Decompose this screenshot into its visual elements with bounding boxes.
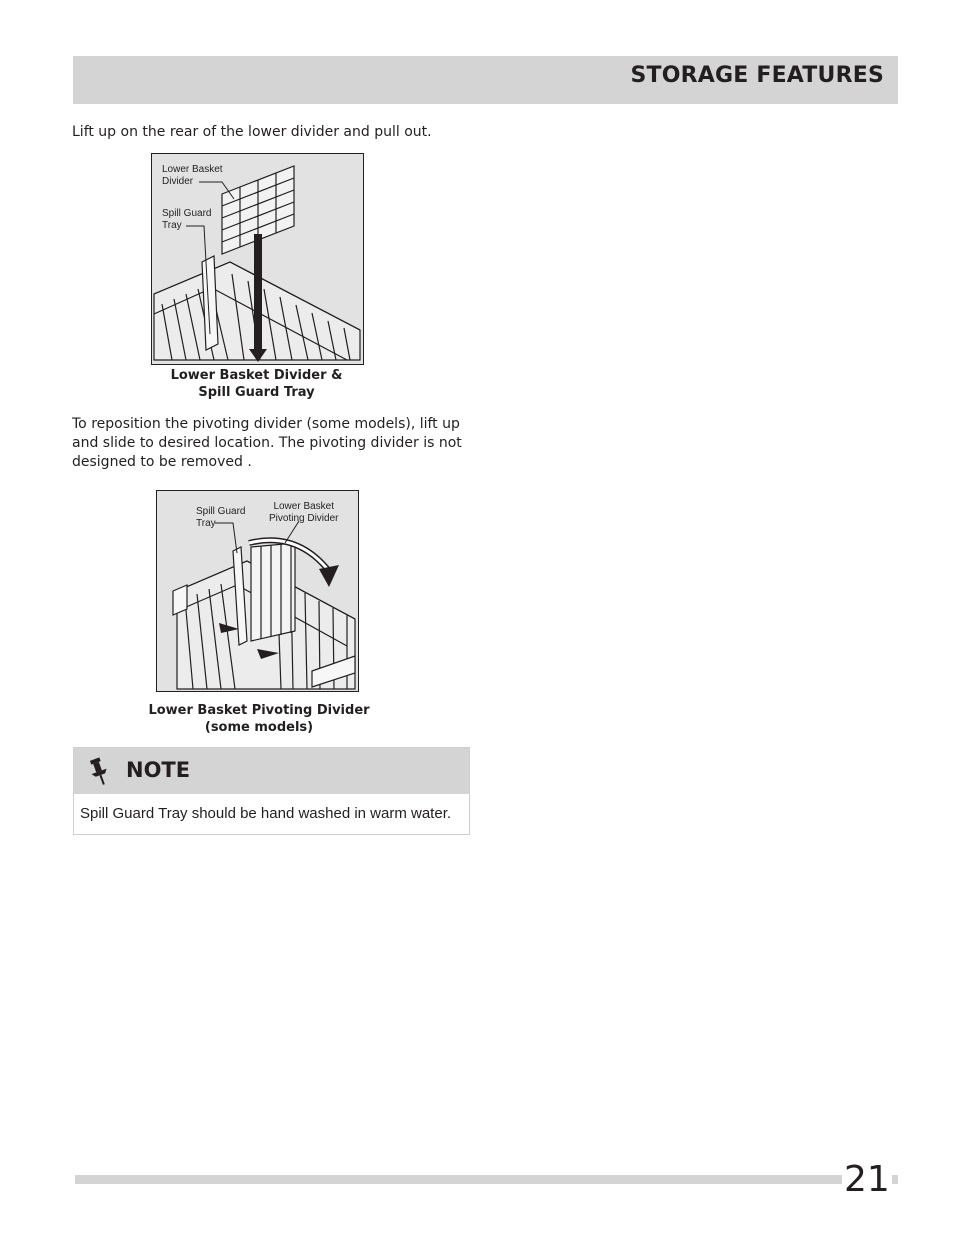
paragraph-line: designed to be removed .: [72, 454, 252, 470]
paragraph-line: and slide to desired location. The pivoting divider is not: [72, 435, 462, 451]
callout-line: Spill Guard: [196, 506, 246, 517]
page-number: 21: [844, 1159, 890, 1200]
callout-line: Tray: [196, 518, 216, 529]
footer-bar: [75, 1175, 898, 1184]
caption-line: Lower Basket Pivoting Divider: [148, 703, 370, 718]
note-header: [74, 748, 469, 794]
figure-1-caption: [151, 367, 362, 401]
callout-line: Lower Basket: [162, 164, 223, 175]
instruction-paragraph-1: Lift up on the rear of the lower divider and pull out.: [72, 124, 432, 140]
pushpin-icon: [88, 756, 112, 790]
callout-pivoting-divider: [269, 501, 338, 525]
callout-spill-guard-tray: [162, 208, 211, 232]
figure-2-caption: [130, 702, 388, 736]
callout-spill-guard-tray: [196, 506, 245, 530]
callout-line: Lower Basket: [273, 501, 335, 512]
note-box: [73, 747, 470, 835]
section-title: STORAGE FEATURES: [630, 63, 884, 88]
caption-line: Lower Basket Divider &: [170, 368, 343, 383]
note-title: NOTE: [126, 758, 191, 782]
section-header: [73, 56, 898, 104]
caption-line: (some models): [204, 720, 314, 735]
figure-pivoting-divider: [156, 490, 359, 692]
callout-line: Spill Guard: [162, 208, 212, 219]
figure-lower-basket-divider: [151, 153, 364, 365]
paragraph-line: To reposition the pivoting divider (some models), lift up: [72, 416, 460, 432]
note-text: Spill Guard Tray should be hand washed in warm water.: [80, 805, 452, 822]
callout-line: Divider: [162, 176, 194, 187]
callout-line: Tray: [162, 220, 182, 231]
callout-line: Pivoting Divider: [269, 513, 339, 524]
callout-lower-basket-divider: [162, 164, 223, 188]
caption-line: Spill Guard Tray: [198, 385, 315, 400]
instruction-paragraph-2: [72, 415, 462, 472]
